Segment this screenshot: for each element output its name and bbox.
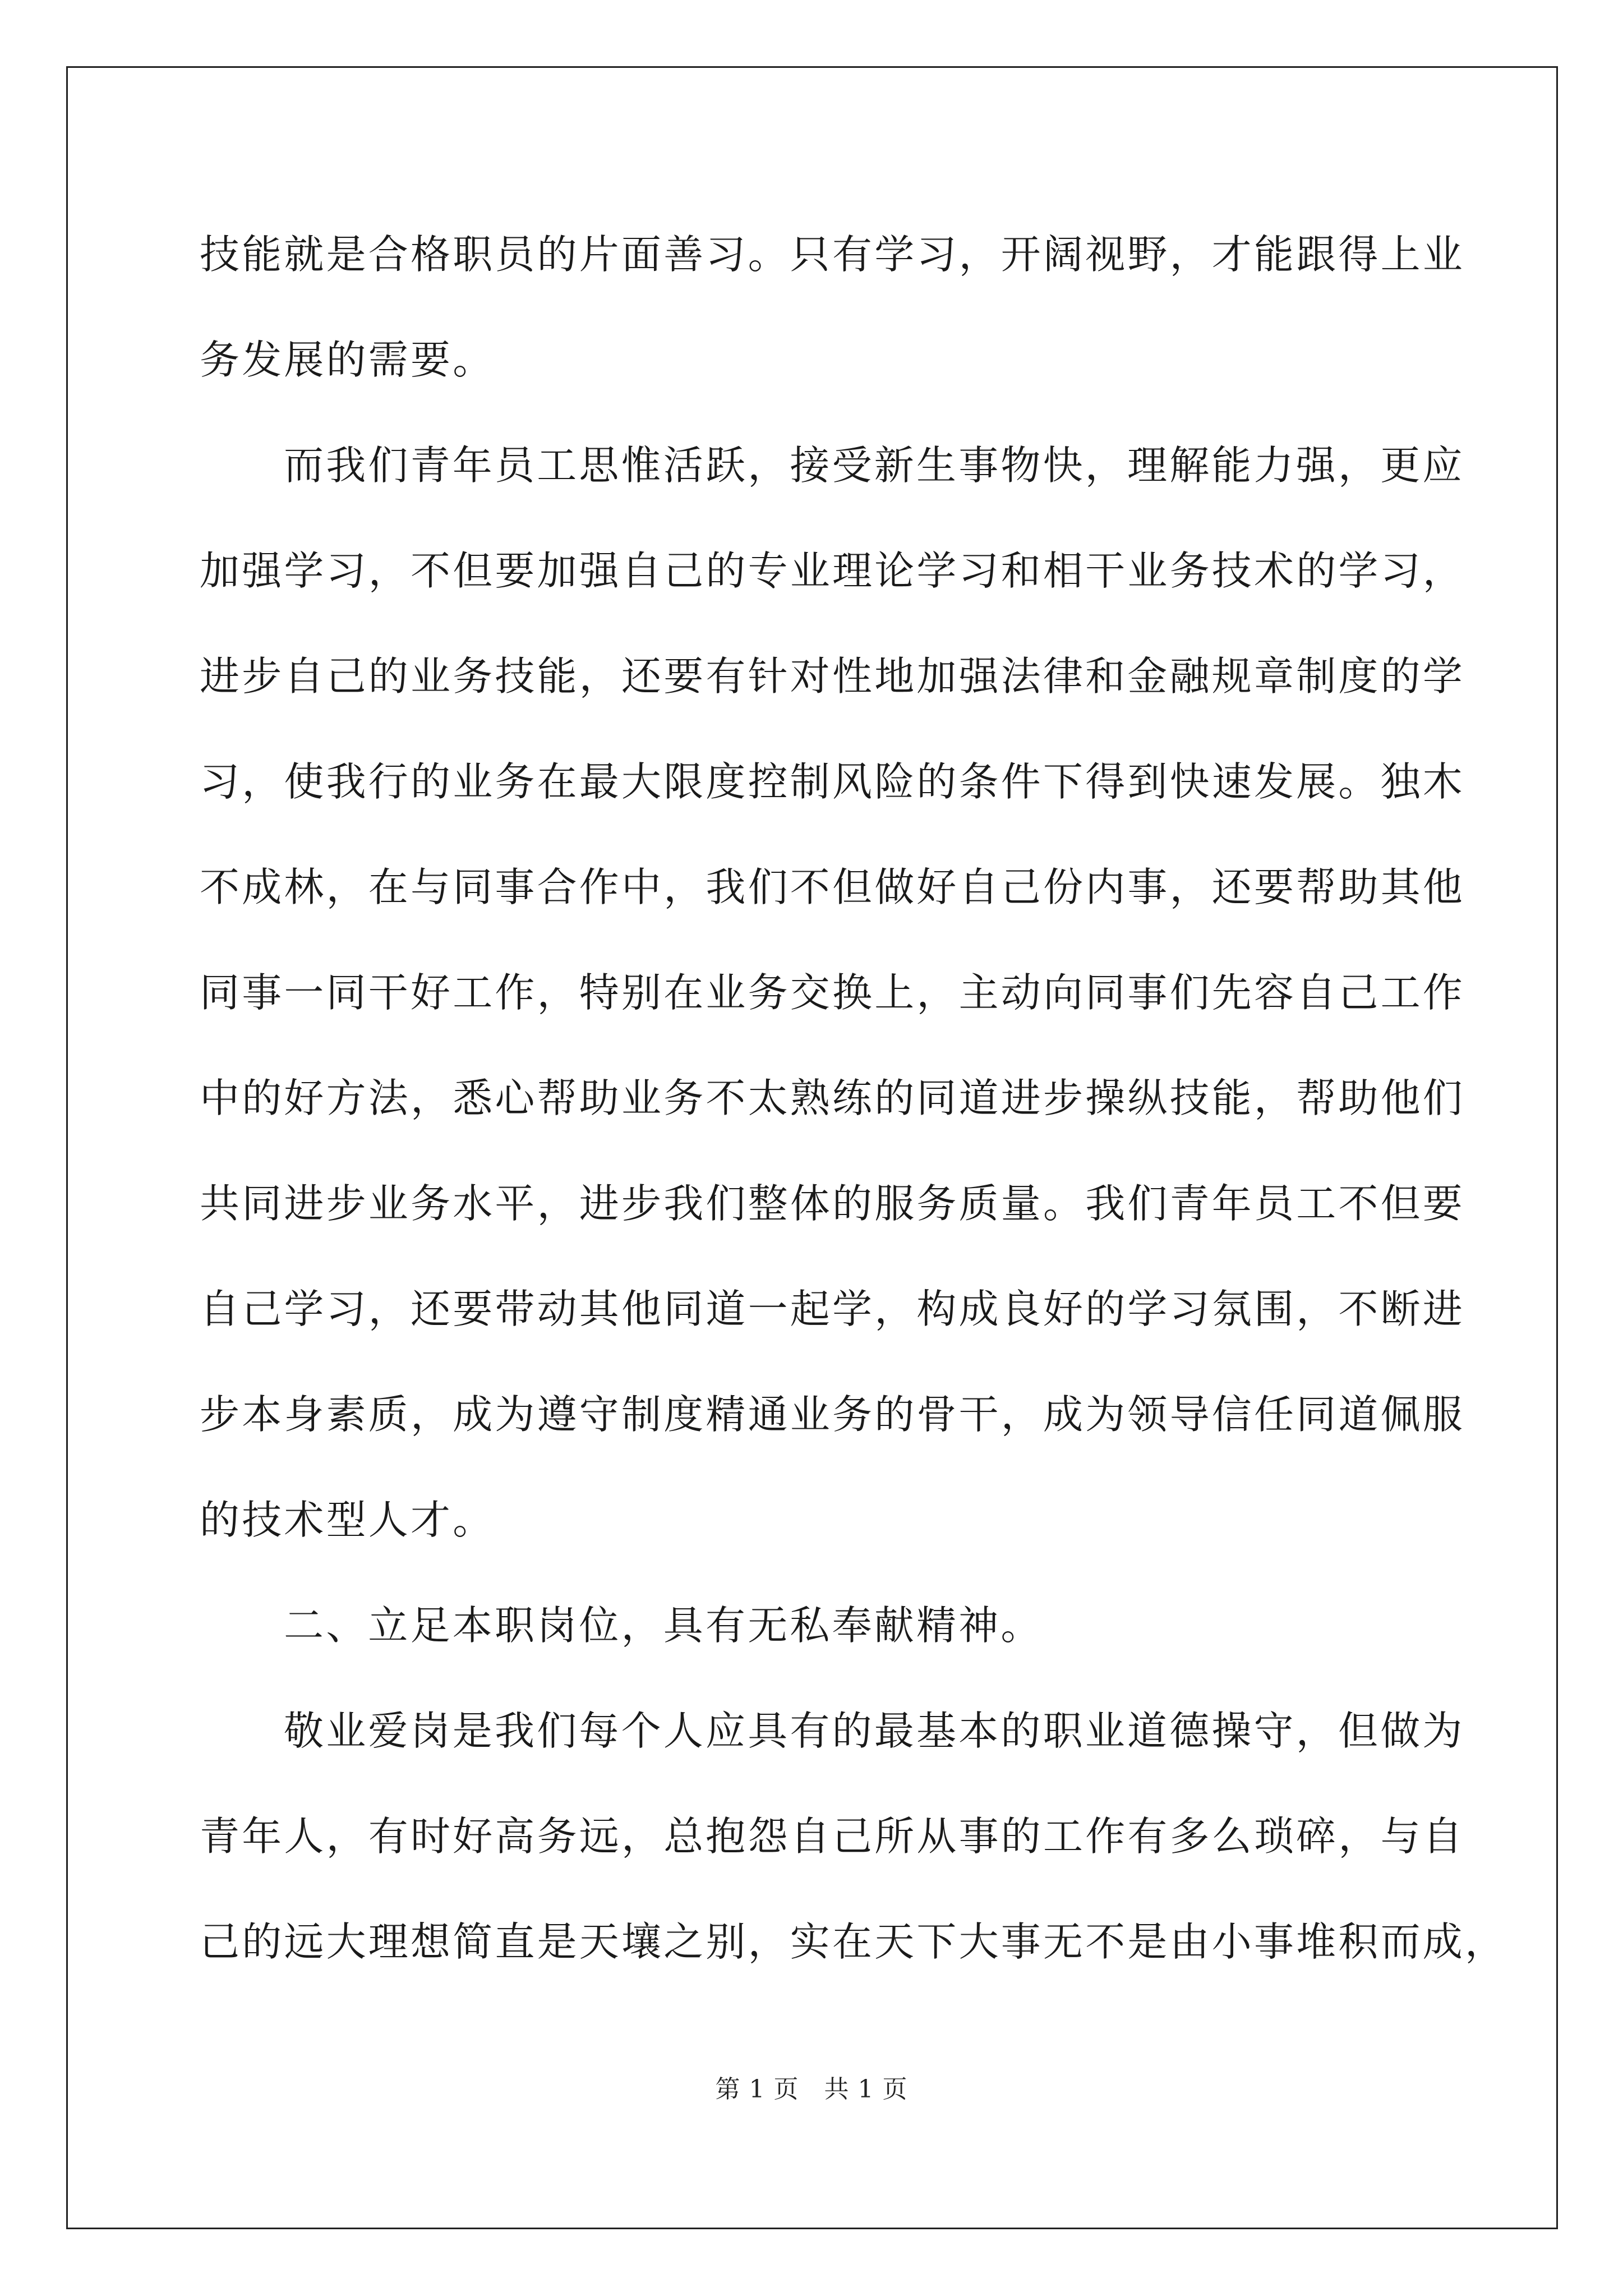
text-line: 的技术型人才。	[200, 1497, 495, 1543]
text-line: 敬业爱岗是我们每个人应具有的最基本的职业道德操守，但做为	[284, 1708, 1465, 1754]
text-line: 不成林，在与同事合作中，我们不但做好自己份内事，还要帮助其他	[200, 864, 1465, 910]
text-line: 共同进步业务水平，进步我们整体的服务质量。我们青年员工不但要	[200, 1180, 1465, 1227]
text-line: 习，使我行的业务在最大限度控制风险的条件下得到快速发展。独木	[200, 758, 1465, 805]
text-line: 中的好方法，悉心帮助业务不太熟练的同道进步操纵技能，帮助他们	[200, 1075, 1465, 1121]
text-line: 同事一同干好工作，特别在业务交换上，主动向同事们先容自己工作	[200, 969, 1465, 1016]
document-body	[200, 202, 1507, 1995]
text-line: 青年人，有时好高务远，总抱怨自己所从事的工作有多么琐碎，与自	[200, 1813, 1465, 1860]
text-line: 进步自己的业务技能，还要有针对性地加强法律和金融规章制度的学	[200, 653, 1465, 700]
text-line: 技能就是合格职员的片面善习。只有学习，开阔视野，才能跟得上业	[200, 231, 1465, 278]
text-line: 加强学习，不但要加强自己的专业理论学习和相干业务技术的学习，	[200, 547, 1465, 594]
text-line: 步本身素质，成为遵守制度精通业务的骨干，成为领导信任同道佩服	[200, 1391, 1465, 1438]
page-footer: 第 1 页 共 1 页	[715, 2075, 908, 2104]
text-line: 自己学习，还要带动其他同道一起学，构成良好的学习氛围，不断进	[200, 1286, 1465, 1332]
text-line: 而我们青年员工思惟活跃，接受新生事物快，理解能力强，更应	[284, 442, 1465, 489]
text-line: 己的远大理想简直是天壤之别，实在天下大事无不是由小事堆积而成，	[200, 1918, 1507, 1965]
section-heading: 二、立足本职岗位，具有无私奉献精神。	[284, 1602, 1043, 1649]
text-line: 务发展的需要。	[200, 337, 495, 383]
